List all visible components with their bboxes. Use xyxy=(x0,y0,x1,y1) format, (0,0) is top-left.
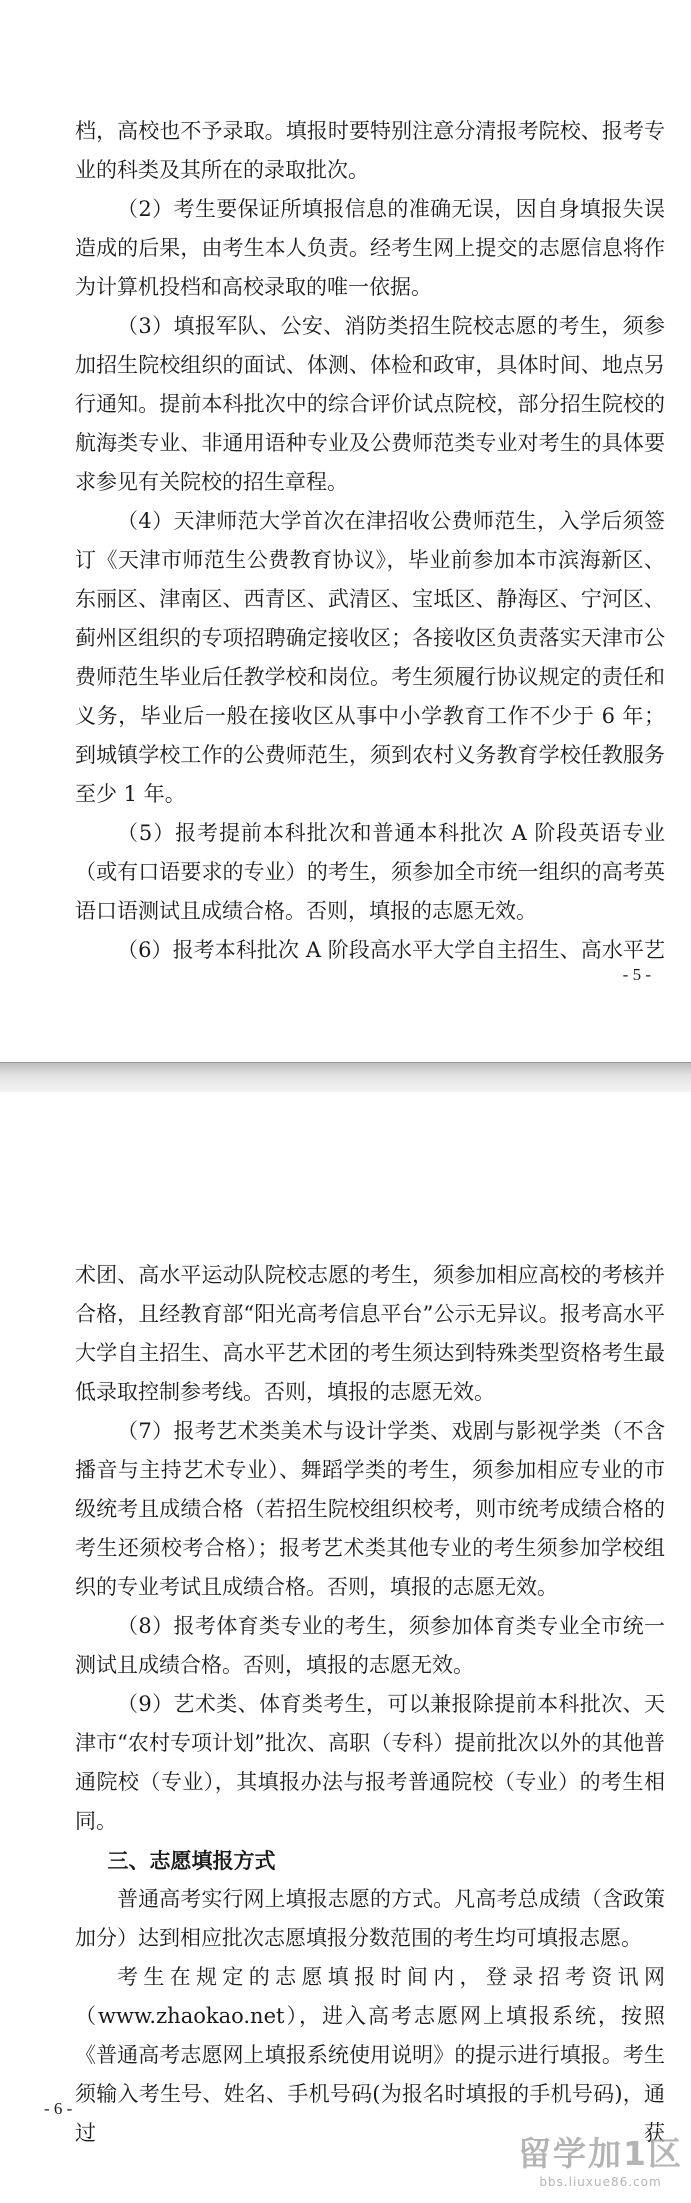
section-heading: 三、志愿填报方式 xyxy=(107,1848,276,1873)
paragraph: （4）天津师范大学首次在津招收公费师范生，入学后须签订《天津市师范生公费教育协议》，毕业前参加本市滨海新区、东丽区、津南区、西青区、武清区、宝坻区、静海区、宁河区、蓟州区组织的专项招聘确定接收区；各接收区负责落实天津市公费师范生毕业后任教学校和岗位。考生须履行协议规定的责任和义务，毕业后一般在接收区从事中小学教育工作不少于 6 年；到城镇学校工作的公费师范生，须到农村义务教育学校任教服务至少 1 年。 xyxy=(75,509,665,806)
page-number: - 5 - xyxy=(622,965,651,984)
page-separator xyxy=(0,1062,691,1093)
paragraph: （6）报考本科批次 A 阶段高水平大学自主招生、高水平艺 xyxy=(117,938,665,962)
paragraph: （5）报考提前本科批次和普通本科批次 A 阶段英语专业（或有口语要求的专业）的考生，须参加全市统一组织的高考英语口语测试且成绩合格。否则，填报的志愿无效。 xyxy=(75,821,665,923)
watermark-logo-text: 留学加1区 xyxy=(518,2134,683,2173)
page-number: - 6 - xyxy=(44,2099,73,2118)
paragraph: （8）报考体育类专业的考生，须参加体育类专业全市统一测试且成绩合格。否则，填报的志愿无效。 xyxy=(75,1614,665,1677)
document-page-5 xyxy=(0,0,691,1062)
site-watermark xyxy=(518,2128,683,2189)
watermark-url: bbs.liuxue86.com xyxy=(539,2175,662,2189)
paragraph: 考生在规定的志愿填报时间内，登录招考资讯网（www.zhaokao.net），进入高考志愿网上填报系统，按照《普通高考志愿网上填报系统使用说明》的提示进行填报。考生须输入考生号、姓名、手机号码(为报名时填报的手机号码)，通过获 xyxy=(75,1965,665,2145)
paragraph: （9）艺术类、体育类考生，可以兼报除提前本科批次、天津市“农村专项计划”批次、高职（专科）提前批次以外的其他普通院校（专业），其填报办法与报考普通院校（专业）的考生相同。 xyxy=(75,1692,665,1833)
document-page-6 xyxy=(0,1092,691,2203)
paragraph: 术团、高水平运动队院校志愿的考生，须参加相应高校的考核并合格，且经教育部“阳光高考信息平台”公示无异议。报考高水平大学自主招生、高水平艺术团的考生须达到特殊类型资格考生最低录取控制参考线。否则，填报的志愿无效。 xyxy=(75,1263,665,1404)
paragraph: （7）报考艺术类美术与设计学类、戏剧与影视学类（不含播音与主持艺术专业）、舞蹈学类的考生，须参加相应专业的市级统考且成绩合格（若招生院校组织校考，则市统考成绩合格的考生还须校考合格）；报考艺术类其他专业的考生须参加学校组织的专业考试且成绩合格。否则，填报的志愿无效。 xyxy=(75,1419,665,1599)
page-5-body xyxy=(75,112,665,970)
paragraph: 档，高校也不予录取。填报时要特别注意分清报考院校、报考专业的科类及其所在的录取批次。 xyxy=(75,119,665,182)
paragraph: 普通高考实行网上填报志愿的方式。凡高考总成绩（含政策加分）达到相应批次志愿填报分数范围的考生均可填报志愿。 xyxy=(75,1887,665,1950)
paragraph: （2）考生要保证所填报信息的准确无误，因自身填报失误造成的后果，由考生本人负责。经考生网上提交的志愿信息将作为计算机投档和高校录取的唯一依据。 xyxy=(75,197,665,299)
paragraph: （3）填报军队、公安、消防类招生院校志愿的考生，须参加招生院校组织的面试、体测、体检和政审，具体时间、地点另行通知。提前本科批次中的综合评价试点院校，部分招生院校的航海类专业、非通用语种专业及公费师范类专业对考生的具体要求参见有关院校的招生章程。 xyxy=(75,314,665,494)
page-6-body xyxy=(75,1256,665,2153)
